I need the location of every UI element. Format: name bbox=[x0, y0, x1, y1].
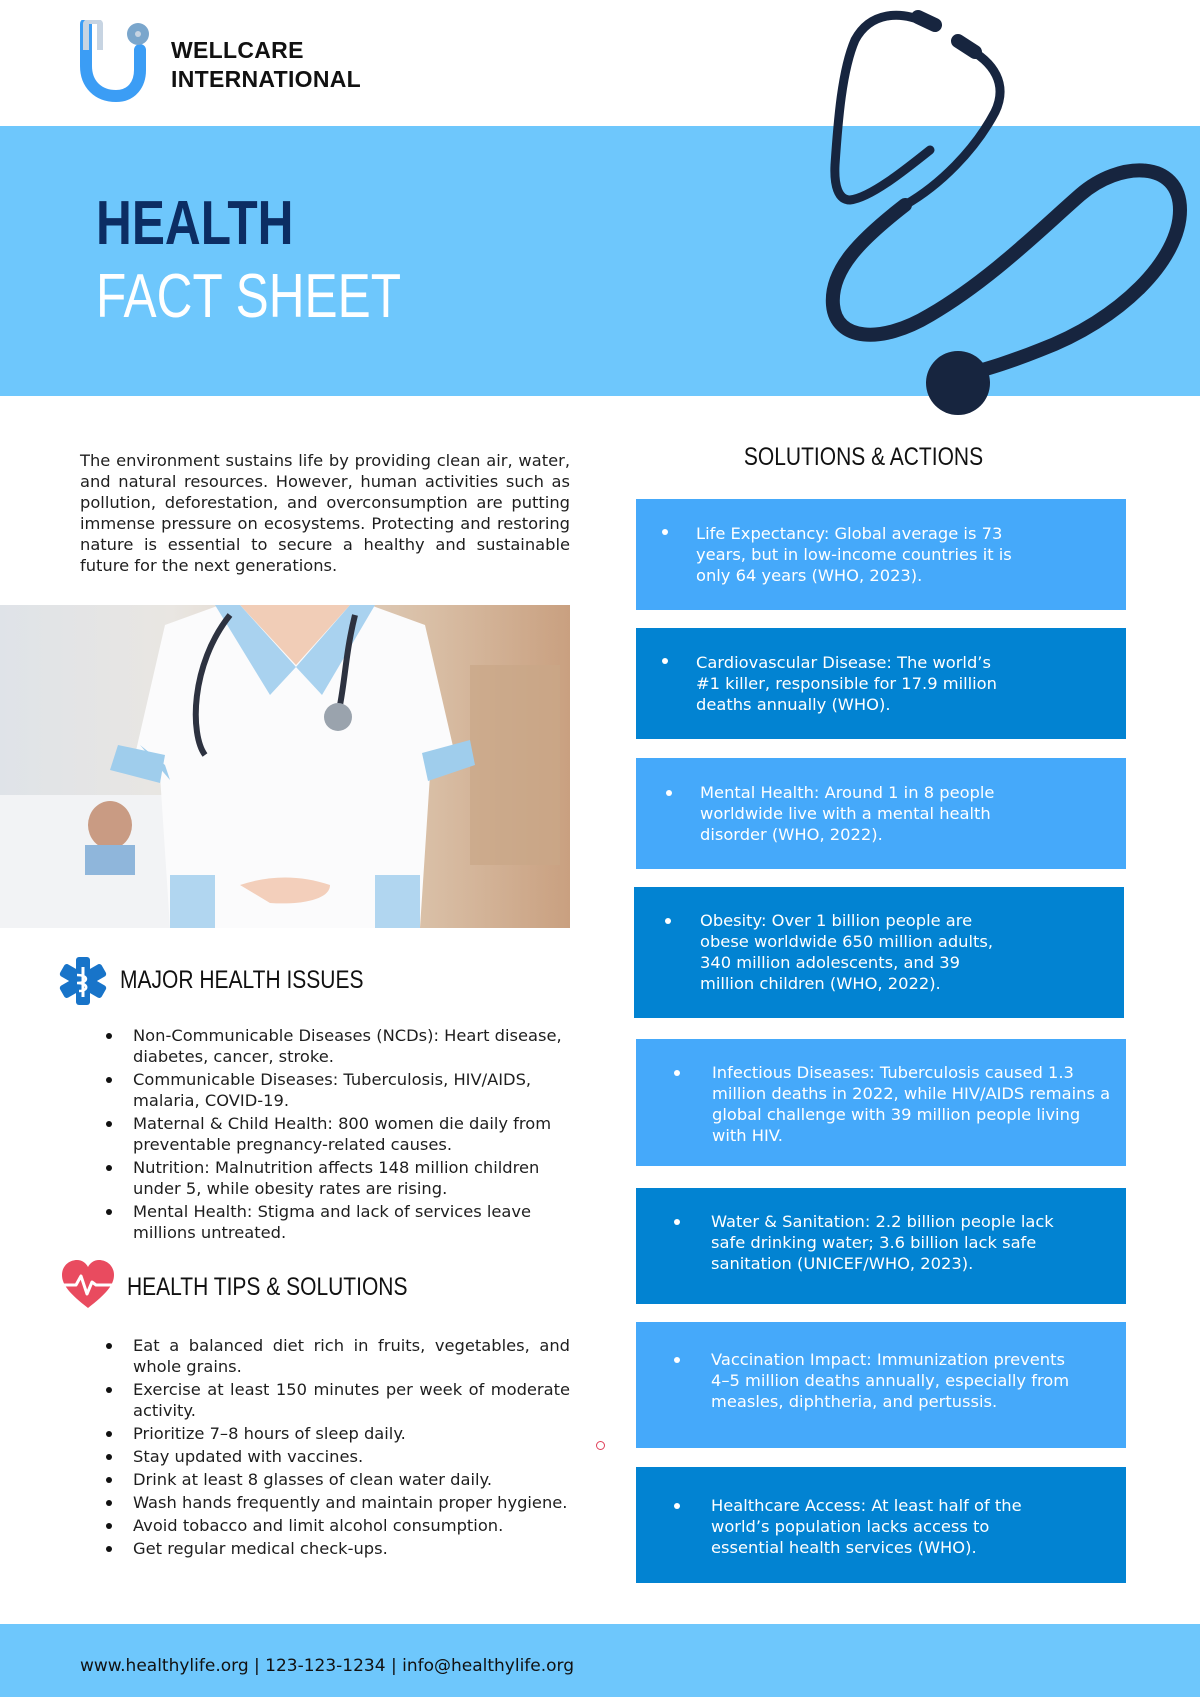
list-item: Non-Communicable Diseases (NCDs): Heart disease, diabetes, cancer, stroke. bbox=[93, 1025, 573, 1067]
solution-card bbox=[636, 1188, 1126, 1304]
bullet bbox=[674, 1070, 680, 1076]
list-item: Eat a balanced diet rich in fruits, vegetables, and whole grains. bbox=[93, 1335, 570, 1377]
bullet bbox=[674, 1357, 680, 1363]
solution-card bbox=[636, 1039, 1126, 1166]
stethoscope-illustration bbox=[800, 0, 1200, 430]
bullet bbox=[662, 529, 668, 535]
decorative-circle bbox=[596, 1441, 605, 1450]
brand-line-2: INTERNATIONAL bbox=[171, 66, 362, 92]
list-item: Exercise at least 150 minutes per week of moderate activity. bbox=[93, 1379, 570, 1421]
solution-card bbox=[636, 628, 1126, 739]
footer-contact: www.healthylife.org | 123-123-1234 | info@healthylife.org bbox=[80, 1656, 575, 1676]
list-item: Mental Health: Stigma and lack of services leave millions untreated. bbox=[93, 1201, 573, 1243]
solution-card-text: Life Expectancy: Global average is 73 years, but in low-income countries it is only 64 years (WHO, 2023). bbox=[696, 524, 1012, 585]
solution-card bbox=[636, 499, 1126, 610]
solution-card bbox=[634, 887, 1124, 1018]
bullet bbox=[674, 1219, 680, 1225]
doctor-photo bbox=[0, 605, 570, 928]
brand-line-1: WELLCARE bbox=[171, 37, 304, 63]
list-item: Avoid tobacco and limit alcohol consumption. bbox=[93, 1515, 570, 1536]
medical-star-of-life-icon bbox=[55, 953, 111, 1009]
tips-list bbox=[93, 1335, 570, 1561]
list-item: Maternal & Child Health: 800 women die daily from preventable pregnancy-related causes. bbox=[93, 1113, 573, 1155]
list-item: Communicable Diseases: Tuberculosis, HIV/AIDS, malaria, COVID-19. bbox=[93, 1069, 573, 1111]
solution-card-text: Cardiovascular Disease: The world’s #1 killer, responsible for 17.9 million deaths annually (WHO). bbox=[696, 653, 997, 714]
list-item: Get regular medical check-ups. bbox=[93, 1538, 570, 1559]
issues-list bbox=[93, 1025, 573, 1245]
intro-paragraph: The environment sustains life by providing clean air, water, and natural resources. However, human activities such as pollution, deforestation, and overconsumption are putting immense pressure on ecosystems. Protecting and restoring nature is essential to secure a healthy and sustainable future for the next generations. bbox=[80, 451, 570, 575]
solution-card bbox=[636, 1322, 1126, 1448]
bullet bbox=[665, 918, 671, 924]
list-item: Prioritize 7–8 hours of sleep daily. bbox=[93, 1423, 570, 1444]
solution-card-text: Vaccination Impact: Immunization prevents 4–5 million deaths annually, especially from measles, diphtheria, and pertussis. bbox=[711, 1350, 1070, 1411]
solution-card-text: Water & Sanitation: 2.2 billion people lack safe drinking water; 3.6 billion lack safe sanitation (UNICEF/WHO, 2023). bbox=[711, 1212, 1054, 1273]
list-item: Nutrition: Malnutrition affects 148 million children under 5, while obesity rates are rising. bbox=[93, 1157, 573, 1199]
issues-heading: MAJOR HEALTH ISSUES bbox=[120, 966, 364, 994]
page-title-line-1: HEALTH bbox=[96, 189, 294, 258]
solution-card-text: Infectious Diseases: Tuberculosis caused 1.3 million deaths in 2022, while HIV/AIDS remains a global challenge with 39 million people living with HIV. bbox=[712, 1063, 1111, 1145]
solution-card bbox=[636, 1467, 1126, 1583]
brand-name bbox=[171, 36, 361, 94]
solution-card-text: Obesity: Over 1 billion people are obese worldwide 650 million adults, 340 million adolescents, and 39 million children (WHO, 2022). bbox=[700, 911, 994, 993]
wellcare-logo bbox=[76, 20, 156, 104]
heartbeat-icon bbox=[60, 1258, 116, 1314]
list-item: Stay updated with vaccines. bbox=[93, 1446, 570, 1467]
solution-card bbox=[636, 758, 1126, 869]
bullet bbox=[666, 790, 672, 796]
list-item: Wash hands frequently and maintain proper hygiene. bbox=[93, 1492, 570, 1513]
bullet bbox=[674, 1503, 680, 1509]
page-title-line-2: FACT SHEET bbox=[96, 262, 402, 331]
bullet bbox=[662, 658, 668, 664]
solution-card-text: Healthcare Access: At least half of the world’s population lacks access to essential health services (WHO). bbox=[711, 1496, 1022, 1557]
solution-card-text: Mental Health: Around 1 in 8 people worldwide live with a mental health disorder (WHO, 2022). bbox=[700, 783, 995, 844]
list-item: Drink at least 8 glasses of clean water daily. bbox=[93, 1469, 570, 1490]
solutions-heading: SOLUTIONS & ACTIONS bbox=[743, 443, 984, 471]
tips-heading: HEALTH TIPS & SOLUTIONS bbox=[127, 1273, 408, 1301]
